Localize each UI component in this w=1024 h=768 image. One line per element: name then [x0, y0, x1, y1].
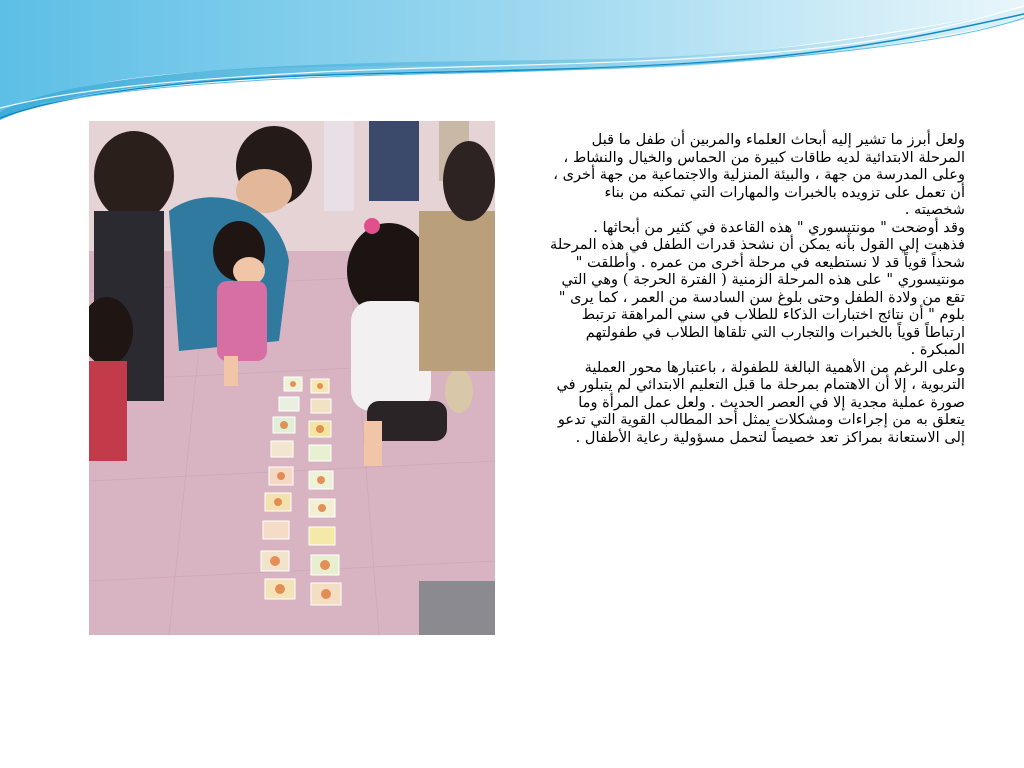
- wave-header-decoration: [0, 0, 1024, 125]
- paragraph-1: ولعل أبرز ما تشير إليه أبحاث العلماء والمربين أن طفل ما قبل المرحلة الابتدائية لديه طاقات كبيرة من الحماس والخيال والنشاط ، وعلى المدرسة من جهة ، والبيئة المنزلية والاجتماعية من جهة أخرى ، أن تعمل على تزويده بالخبرات والمهارات التي تمكنه من بناء شخصيته .: [553, 131, 965, 218]
- wave-fill: [0, 0, 1024, 112]
- paragraph-2: وقد أوضحت " مونتيسوري " هذه القاعدة في كثير من أبحاثها . فذهبت إلي القول بأنه يمكن أن نشحذ قدرات الطفل في هذه المرحلة شحذاً قوياً قد لا نستطيعه في مرحلة أخرى من عمره . وأطلقت " مونتيسوري " على هذه المرحلة الزمنية ( الفترة الحرجة ) وهي التي تقع من ولادة الطفل وحتى بلوغ سن السادسة من العمر ، كما يرى " بلوم " أن نتائج اختبارات الذكاء للطلاب في سني المراهقة ترتبط ارتباطاً قوياً بالخبرات والتجارب التي تلقاها الطلاب في طفولتهم المبكرة .: [550, 218, 965, 358]
- children-card-activity-photo: [89, 121, 495, 635]
- body-text: [520, 131, 965, 446]
- paragraph-3: وعلى الرغم من الأهمية البالغة للطفولة ، باعتبارها محور العملية التربوية ، إلا أن الاهتمام بمرحلة ما قبل التعليم الابتدائي لم يتبلور في صورة عملية مجدية إلا في العصر الحديث . ولعل عمل المرأة وما يتعلق به من إجراءات ومشكلات يمثل أحد المطالب القوية التي تدعو إلى الاستعانة بمراكز تعد خصيصاً لتحمل مسؤولية رعاية الأطفال .: [556, 358, 965, 446]
